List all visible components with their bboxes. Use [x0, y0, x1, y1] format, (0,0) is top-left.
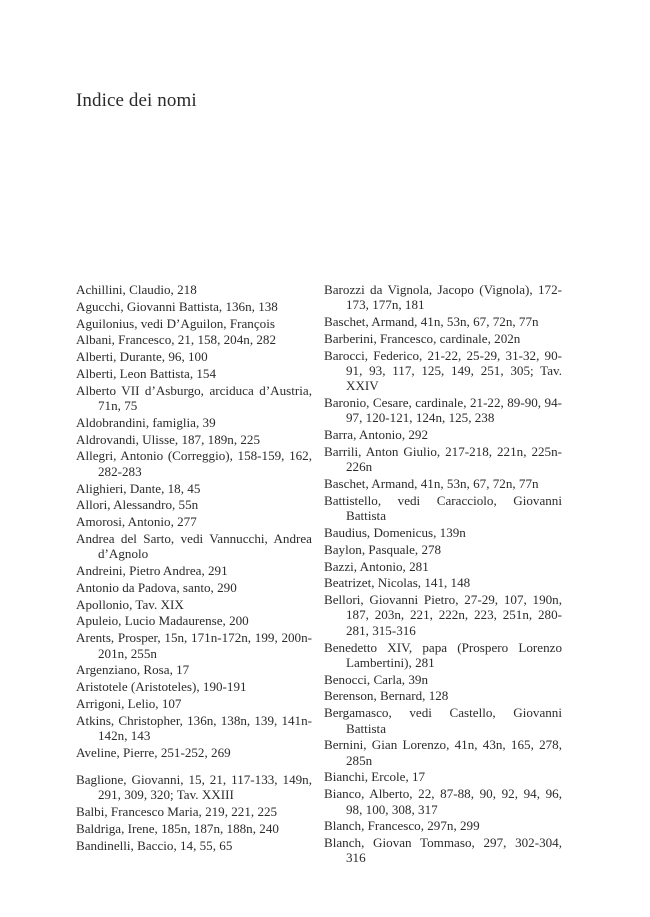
index-entry: Baylon, Pasquale, 278 [324, 541, 442, 557]
index-entry: Arents, Prosper, 15n, 171n-172n, 199, 200n-201n, 255n [76, 630, 312, 661]
index-entry: Barozzi da Vignola, Jacopo (Vignola), 172-173, 177n, 181 [324, 282, 562, 313]
index-entry: Beatrizet, Nicolas, 141, 148 [324, 575, 471, 591]
index-entry: Bazzi, Antonio, 281 [324, 558, 429, 574]
index-entry: Antonio da Padova, santo, 290 [76, 579, 237, 595]
index-entry: Allegri, Antonio (Correggio), 158-159, 162, 282-283 [76, 448, 312, 479]
index-entry: Argenziano, Rosa, 17 [76, 662, 190, 678]
index-entry: Atkins, Christopher, 136n, 138n, 139, 141n-142n, 143 [76, 712, 312, 744]
index-column-right [324, 282, 562, 867]
index-entry: Aristotele (Aristoteles), 190-191 [76, 679, 247, 695]
index-entry: Amorosi, Antonio, 277 [76, 514, 197, 530]
page-title: Indice dei nomi [76, 90, 197, 111]
index-entry: Alberti, Durante, 96, 100 [76, 349, 208, 365]
index-entry: Alberti, Leon Battista, 154 [76, 365, 217, 381]
index-entry: Barra, Antonio, 292 [324, 427, 429, 443]
index-entry: Andreini, Pietro Andrea, 291 [76, 563, 228, 579]
index-entry: Baldriga, Irene, 185n, 187n, 188n, 240 [76, 821, 279, 836]
index-entry: Blanch, Francesco, 297n, 299 [324, 818, 480, 834]
index-entry: Bandinelli, Baccio, 14, 55, 65 [76, 837, 233, 853]
index-entry: Bellori, Giovanni Pietro, 27-29, 107, 190n, 187, 203n, 221, 222n, 223, 251n, 280-281, 315-316 [324, 592, 562, 638]
index-entry: Baglione, Giovanni, 15, 21, 117-133, 149n, 291, 309, 320; Tav. XXIII [76, 772, 312, 803]
index-entry: Berenson, Bernard, 128 [324, 688, 449, 704]
index-entry: Aveline, Pierre, 251-252, 269 [76, 744, 231, 760]
index-entry: Alighieri, Dante, 18, 45 [76, 480, 201, 496]
index-entry: Barrili, Anton Giulio, 217-218, 221n, 225n-226n [324, 443, 562, 475]
index-entry: Bergamasco, vedi Castello, Giovanni Battista [324, 705, 562, 736]
index-entry: Barocci, Federico, 21-22, 25-29, 31-32, 90-91, 93, 117, 125, 149, 251, 305; Tav. XXIV [324, 347, 562, 394]
index-entry: Aguilonius, vedi D’Aguilon, François [76, 315, 275, 331]
index-entry: Andrea del Sarto, vedi Vannucchi, Andrea d’Agnolo [76, 530, 312, 562]
index-entry: Bianco, Alberto, 22, 87-88, 90, 92, 94, 96, 98, 100, 308, 317 [324, 786, 562, 817]
index-entry: Bernini, Gian Lorenzo, 41n, 43n, 165, 278, 285n [324, 737, 562, 768]
index-entry: Allori, Alessandro, 55n [76, 497, 199, 513]
index-entry: Achillini, Claudio, 218 [76, 282, 197, 297]
index-entry: Aldrovandi, Ulisse, 187, 189n, 225 [76, 431, 261, 447]
index-entry: Aldobrandini, famiglia, 39 [76, 414, 216, 430]
index-entry: Baronio, Cesare, cardinale, 21-22, 89-90, 94-97, 120-121, 124n, 125, 238 [324, 395, 562, 426]
index-entry: Agucchi, Giovanni Battista, 136n, 138 [76, 298, 278, 314]
index-entry: Balbi, Francesco Maria, 219, 221, 225 [76, 804, 278, 820]
index-entry: Albani, Francesco, 21, 158, 204n, 282 [76, 332, 277, 348]
index-entry: Blanch, Giovan Tommaso, 297, 302-304, 316 [324, 835, 562, 866]
index-entry: Apuleio, Lucio Madaurense, 200 [76, 613, 249, 629]
index-entry: Bianchi, Ercole, 17 [324, 769, 426, 785]
index-entry: Benedetto XIV, papa (Prospero Lorenzo Lambertini), 281 [324, 639, 562, 670]
index-entry: Battistello, vedi Caracciolo, Giovanni Battista [324, 492, 562, 524]
index-entry: Baschet, Armand, 41n, 53n, 67, 72n, 77n [324, 314, 539, 330]
index-entry: Apollonio, Tav. XIX [76, 596, 184, 612]
index-column-left [76, 282, 312, 855]
index-entry: Barberini, Francesco, cardinale, 202n [324, 330, 521, 346]
index-entry: Baudius, Domenicus, 139n [324, 524, 466, 540]
index-entry: Benocci, Carla, 39n [324, 671, 428, 687]
index-entry: Alberto VII d’Asburgo, arciduca d’Austria, 71n, 75 [76, 382, 312, 414]
index-entry: Arrigoni, Lelio, 107 [76, 695, 182, 711]
index-entry: Baschet, Armand, 41n, 53n, 67, 72n, 77n [324, 476, 539, 492]
